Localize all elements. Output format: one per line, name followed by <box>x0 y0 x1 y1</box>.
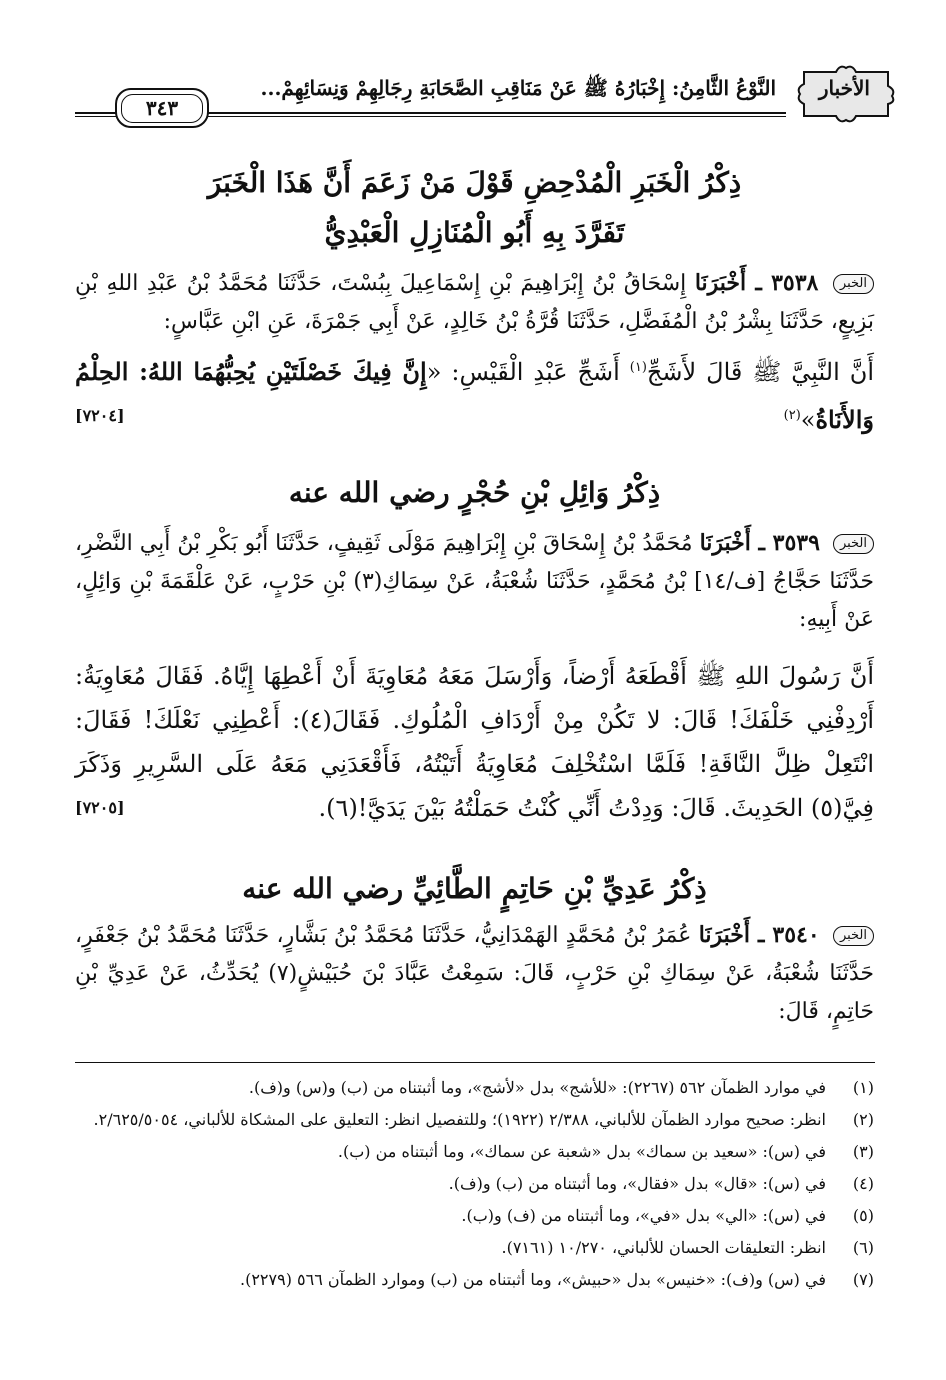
footnote <box>75 1168 874 1200</box>
footnote-text: انظر: التعليقات الحسان للألباني، ١٠/٢٧٠ (٧١٦١). <box>501 1238 826 1257</box>
footnote-number: (٦) <box>852 1238 874 1257</box>
footnote-number: (١) <box>852 1078 874 1097</box>
footnote-text: في (س): «قال» بدل «فقال»، وما أثبتناه من (ب) و(ف). <box>448 1174 826 1193</box>
footnote <box>75 1136 874 1168</box>
footnote-number: (٤) <box>852 1174 874 1193</box>
footnote <box>75 1232 874 1264</box>
hadith-isnad-3539 <box>75 524 874 639</box>
hadith-matn-3538 <box>75 346 874 442</box>
footnote-marker: (٢) <box>783 408 801 423</box>
page-header <box>75 62 886 132</box>
section-title-line: تَفَرَّدَ بِهِ أَبُو الْمُنَازِلِ الْعَبْدِيُّ <box>324 216 625 249</box>
hadith-reference: [٧٢٠٤] <box>75 406 125 425</box>
page-number-frame <box>115 88 209 128</box>
hadith-number: ٣٥٣٨ ـ أَخْبَرَنَا <box>694 270 819 296</box>
footnote-text: في (س): «سعيد بن سماك» بدل «شعبة عن سماك»، وما أثبتناه من (ب). <box>337 1142 826 1161</box>
footnote-text: في (س) و(ف): «خنيس» بدل «حبيش»، وما أثبتناه من (ب) وموارد الظمآن ٥٦٦ (٢٢٧٩). <box>239 1270 826 1289</box>
hadith-number: ٣٥٤٠ ـ أَخْبَرَنَا <box>698 922 820 948</box>
footnote <box>75 1200 874 1232</box>
footnote-marker: (١) <box>629 360 647 375</box>
hadith-number: ٣٥٣٩ ـ أَخْبَرَنَا <box>699 530 820 556</box>
hadith-reference: [٧٢٠٥] <box>75 798 125 817</box>
hadith-isnad-3540 <box>75 916 874 1031</box>
matn-text: » <box>800 406 816 434</box>
footnote-text: انظر: صحيح موارد الظمآن للألباني، ٢/٣٨٨ (١٩٢٢)؛ وللتفصيل انظر: التعليق على المشكاة للألباني، ٢/٦٢٥/٥٠٥٤. <box>93 1110 826 1129</box>
badge-label: الأخبار <box>818 76 870 100</box>
isnad-text: مُحَمَّدُ بْنُ إِسْحَاقَ بْنِ إِبْرَاهِيمَ مَوْلَى ثَقِيفٍ، حَدَّثَنَا أَبُو بَكْرِ بْنُ أَبِي النَّضْرِ، حَدَّثَنَا حَجَّاجُ [ف/١٤] بْنُ مُحَمَّدٍ، حَدَّثَنَا شُعْبَةُ، عَنْ سِمَاكِ(٣) بْنِ حَرْبٍ، عَنْ عَلْقَمَةَ بْنِ وَائِلٍ، عَنْ أَبِيهِ: <box>74 531 874 632</box>
footnote-number: (٢) <box>852 1110 874 1129</box>
section-title-line: ذِكْرُ الْخَبَرِ الْمُدْحِضِ قَوْلَ مَنْ زَعَمَ أَنَّ هَذَا الْخَبَرَ <box>207 166 742 199</box>
footnote <box>75 1072 874 1104</box>
page-number: ٣٤٣ <box>121 94 203 123</box>
hadith-tag: الخبر <box>833 926 874 946</box>
matn-text: أَنَّ النَّبِيَّ ﷺ قَالَ لأَشَجِّ <box>646 358 874 386</box>
matn-text: أَنَّ رَسُولَ اللهِ ﷺ أَقْطَعَهُ أَرْضاً، وَأَرْسَلَ مَعَهُ مُعَاوِيَةَ أَنْ أَعْطِهَا إِيَّاهُ. فَقَالَ مُعَاوِيَةُ: أَرْدِفْنِي خَلْفَكَ! قَالَ: لا تَكُنْ مِنْ أَرْدَافِ الْمُلُوكِ. فَقَالَ(٤): أَعْطِنِي نَعْلَكَ! فَقَالَ: انْتَعِلْ ظِلَّ النَّاقَةِ! فَلَمَّا اسْتُخْلِفَ مُعَاوِيَةُ أَتَيْتُهُ، فَأَقْعَدَنِي مَعَهُ عَلَى السَّرِيرِ وَذَكَرَ فِيَّ(٥) الحَدِيثَ. قَالَ: وَدِدْتُ أَنِّي كُنْتُ حَمَلْتُهُ بَيْنَ يَدَيَّ!(٦). <box>75 662 875 822</box>
footnote-number: (٣) <box>852 1142 874 1161</box>
matn-text: أَشَجِّ عَبْدِ الْقَيْسِ: « <box>426 358 630 386</box>
footnotes <box>75 1072 874 1296</box>
isnad-text: إِسْحَاقُ بْنُ إِبْرَاهِيمَ بْنِ إِسْمَاعِيلَ بِبُسْتَ، حَدَّثَنَا مُحَمَّدُ بْنُ عَبْدِ اللهِ بْنِ بَزِيعٍ، حَدَّثَنَا بِشْرُ بْنُ الْمُفَضَّلِ، حَدَّثَنَا قُرَّةُ بْنُ خَالِدٍ، عَنْ أَبِي جَمْرَةَ، عَنِ ابْنِ عَبَّاسٍ: <box>75 271 874 334</box>
hadith-tag: الخبر <box>833 274 874 294</box>
section-title-2: ذِكْرُ وَائِلِ بْنِ حُجْرٍ رضي الله عنه <box>288 476 661 509</box>
footnote-text: في (س): «الي» بدل «في»، وما أثبتناه من (ف) و(ب). <box>461 1206 826 1225</box>
hadith-matn-3539 <box>75 654 874 830</box>
isnad-text: عُمَرُ بْنُ مُحَمَّدٍ الهَمْدَانِيُّ، حَدَّثَنَا مُحَمَّدُ بْنُ بَشَّارٍ، حَدَّثَنَا مُحَمَّدُ بْنُ جَعْفَرٍ، حَدَّثَنَا شُعْبَةُ، عَنْ سِمَاكِ بْنِ حَرْبٍ، قَالَ: سَمِعْتُ عَبَّادَ بْنَ حُبَيْشٍ(٧) يُحَدِّثُ، عَنْ عَدِيِّ بْنِ حَاتِمٍ، قَالَ: <box>75 923 874 1024</box>
footnote-separator <box>75 1062 875 1063</box>
footnote-number: (٥) <box>852 1206 874 1225</box>
section-title-3: ذِكْرُ عَدِيِّ بْنِ حَاتِمٍ الطَّائِيِّ رضي الله عنه <box>242 872 707 905</box>
footnote <box>75 1104 874 1136</box>
matn-quote: إِنَّ فِيكَ خَصْلَتَيْنِ يُحِبُّهُمَا اللهُ: الحِلْمُ وَالأَنَاةُ <box>75 357 874 434</box>
running-title: النَّوْعُ الثَّامِنُ: إِخْبَارُهُ ﷺ عَنْ مَنَاقِبِ الصَّحَابَةِ رِجَالِهِمْ وَنِسَائِهِمْ... <box>260 76 776 100</box>
hadith-tag: الخبر <box>833 534 874 554</box>
footnote-number: (٧) <box>852 1270 874 1289</box>
section-title-1 <box>75 158 874 258</box>
hadith-isnad-3538 <box>75 264 874 341</box>
footnote-text: في موارد الظمآن ٥٦٢ (٢٢٦٧): «للأشج» بدل «لأشج»، وما أثبتناه من (ب) و(س) و(ف). <box>248 1078 826 1097</box>
footnote <box>75 1264 874 1296</box>
